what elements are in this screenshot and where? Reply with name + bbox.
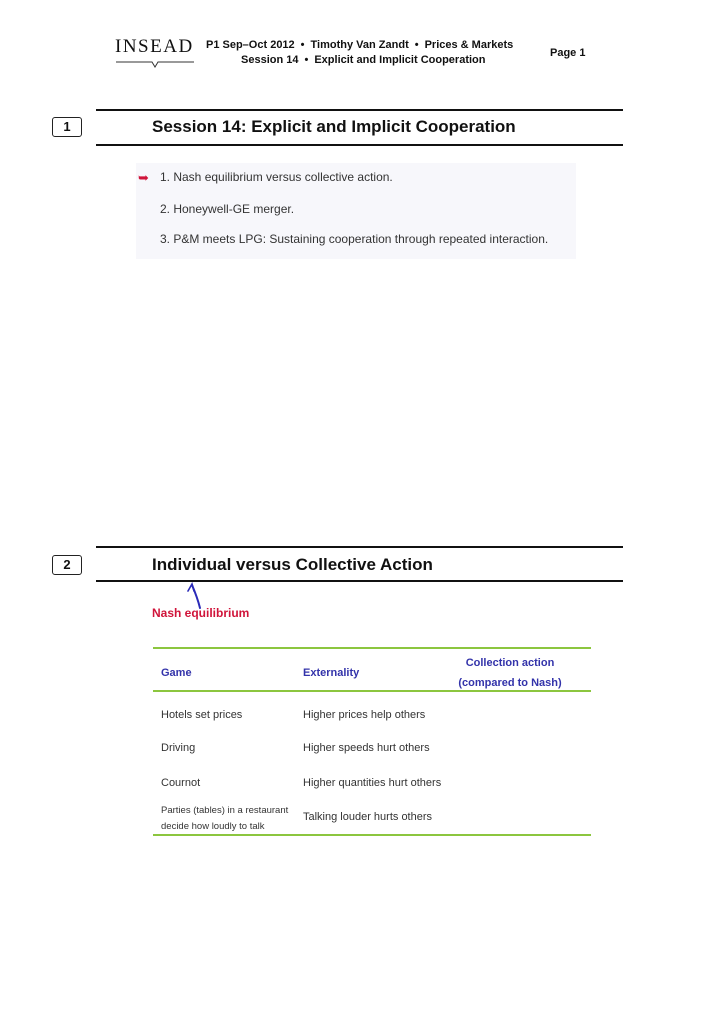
table-cell-externality: Talking louder hurts others xyxy=(303,811,433,823)
nash-equilibrium-annotation: Nash equilibrium xyxy=(152,606,250,620)
slide2-title: Individual versus Collective Action xyxy=(152,555,433,574)
page-number: Page 1 xyxy=(550,47,586,59)
table-cell-game: Hotels set prices xyxy=(161,709,243,721)
slide2-top-rule xyxy=(96,546,623,548)
header-line-2: Session 14 • Explicit and Implicit Cooperation xyxy=(241,54,486,66)
table-top-rule xyxy=(153,647,591,649)
header-collective-action: Collection action xyxy=(465,657,555,669)
header-game: Game xyxy=(161,667,192,679)
agenda-item: 2. Honeywell-GE merger. xyxy=(160,202,295,216)
table-header-rule xyxy=(153,690,591,692)
table-cell-externality: Higher prices help others xyxy=(303,709,426,721)
table-cell-externality: Higher speeds hurt others xyxy=(303,742,430,754)
agenda-item: 3. P&M meets LPG: Sustaining cooperation through repeated interaction. xyxy=(160,232,549,246)
slide1-top-rule xyxy=(96,109,623,111)
header-compared-to-nash: (compared to Nash) xyxy=(458,677,562,689)
table-cell-game: Cournot xyxy=(161,777,201,789)
header-line-1: P1 Sep–Oct 2012 • Timothy Van Zandt • Prices & Markets xyxy=(206,39,514,51)
table-cell-game: Parties (tables) in a restaurant decide how loudly to talk xyxy=(161,805,289,832)
table-cell-externality: Higher quantities hurt others xyxy=(303,777,442,789)
slide2-number: 2 xyxy=(52,555,82,575)
current-item-arrow-icon: ➥ xyxy=(138,170,149,185)
logo-underline xyxy=(116,61,194,69)
slide2-bottom-rule xyxy=(96,580,623,582)
insead-logo: INSEAD xyxy=(115,36,194,57)
header-externality: Externality xyxy=(303,667,360,679)
table-bottom-rule xyxy=(153,834,591,836)
slide1-title: Session 14: Explicit and Implicit Cooperation xyxy=(152,117,516,136)
slide1-number: 1 xyxy=(52,117,82,137)
slide1-bottom-rule xyxy=(96,144,623,146)
agenda-item: 1. Nash equilibrium versus collective action. xyxy=(160,170,393,184)
table-cell-game: Driving xyxy=(161,742,196,754)
